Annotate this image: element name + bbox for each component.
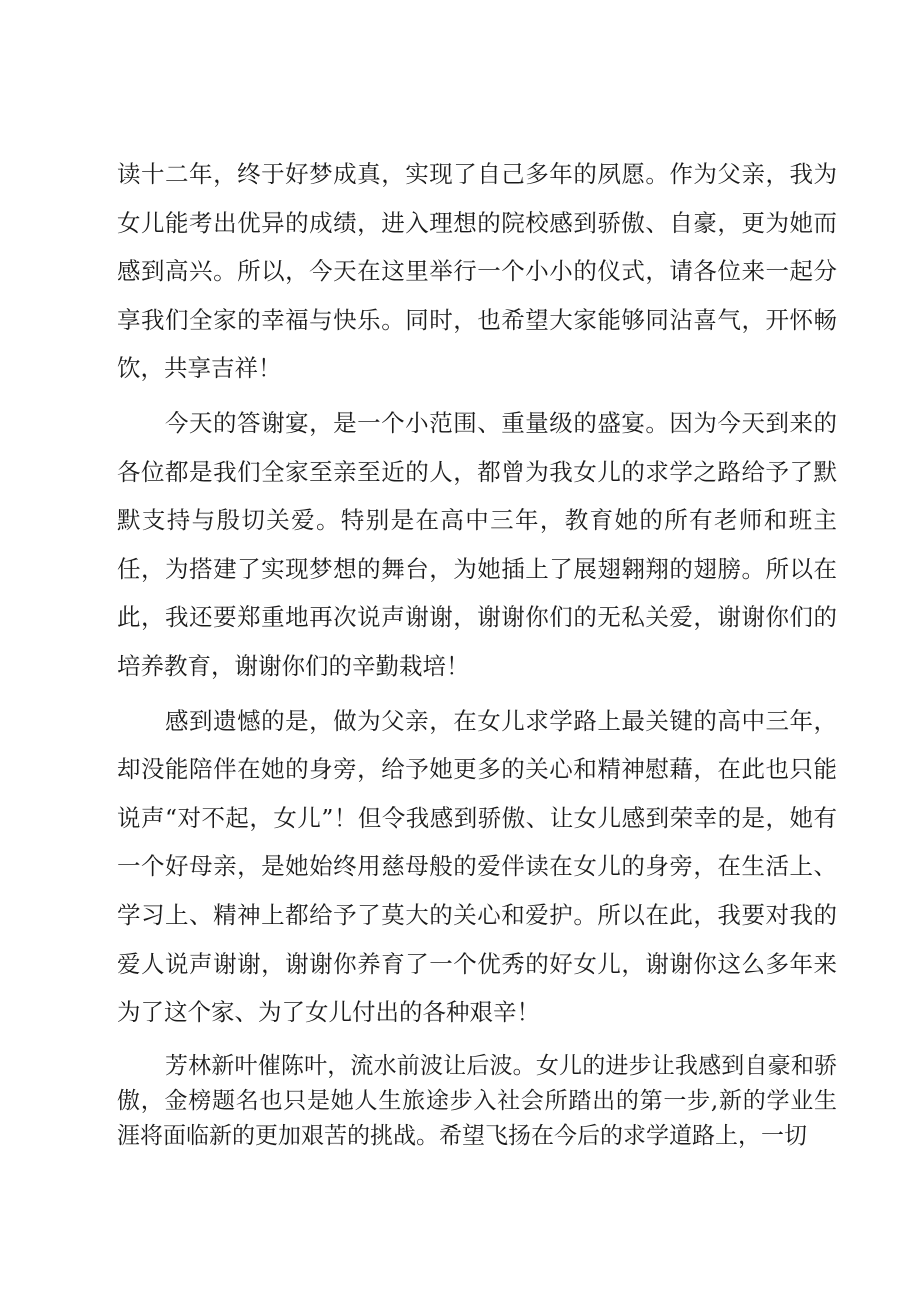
paragraph-regret-and-mother: 感到遗憾的是，做为父亲，在女儿求学路上最关键的高中三年，却没能陪伴在她的身旁，给予她更多的关心和精神慰藉，在此也只能说声“对不起，女儿”！但令我感到骄傲、让女儿感到荣幸的是，她有一个好母亲，是她始终用慈母般的爱伴读在女儿的身旁，在生活上、学习上、精神上都给予了莫大的关心和爱护。所以在此，我要对我的爱人说声谢谢，谢谢你养育了一个优秀的好女儿，谢谢你这么多年来为了这个家、为了女儿付出的各种艰辛！ — [117, 706, 837, 1027]
document-body — [117, 150, 837, 1154]
paragraph-continuation: 读十二年，终于好梦成真，实现了自己多年的夙愿。作为父亲，我为女儿能考出优异的成绩，进入理想的院校感到骄傲、自豪，更为她而感到高兴。所以，今天在这里举行一个小小的仪式，请各位来一起分享我们全家的幸福与快乐。同时，也希望大家能够同沾喜气，开怀畅饮，共享吉祥！ — [117, 160, 837, 383]
paragraph-banquet-thanks: 今天的答谢宴，是一个小范围、重量级的盛宴。因为今天到来的各位都是我们全家至亲至近的人，都曾为我女儿的求学之路给予了默默支持与殷切关爱。特别是在高中三年，教育她的所有老师和班主任，为搭建了实现梦想的舞台，为她插上了展翅翱翔的翅膀。所以在此，我还要郑重地再次说声谢谢，谢谢你们的无私关爱，谢谢你们的培养教育，谢谢你们的辛勤栽培！ — [117, 408, 837, 680]
paragraph-future-hopes: 芳林新叶催陈叶，流水前波让后波。女儿的进步让我感到自豪和骄傲，金榜题名也只是她人生旅途步入社会所踏出的第一步,新的学业生涯将面临新的更加艰苦的挑战。希望飞扬在今后的求学道路上，一切 — [117, 1052, 837, 1149]
